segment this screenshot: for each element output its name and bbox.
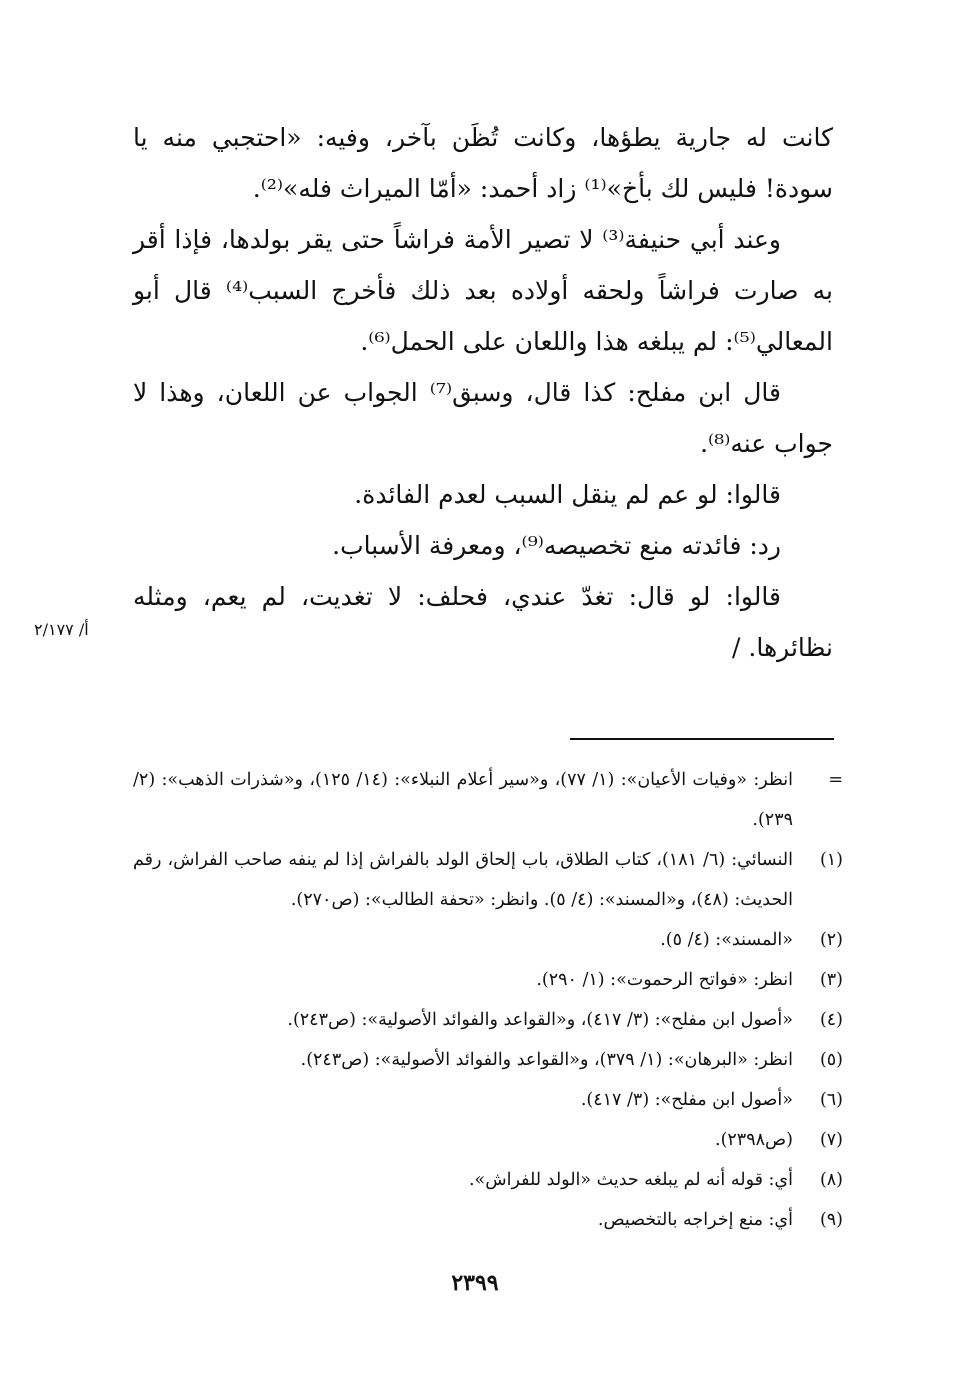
footnote-text: انظر: «وفيات الأعيان»: (١/ ٧٧)، و«سير أعلام النبلاء»: (١٤/ ١٢٥)، و«شذرات الذهب»: (٢/ ٢٣٩). (133, 770, 793, 830)
footnote-9 (133, 1200, 843, 1240)
footnote-8 (133, 1160, 843, 1200)
footnote-number: (٣) (819, 970, 843, 990)
footnote-text: النسائي: (٦/ ١٨١)، كتاب الطلاق، باب إلحاق الولد بالفراش إذا لم ينفه صاحب الفراش، رقم الحديث: (٤٨)، و«المسند»: (٤/ ٥). وانظر: «تحفة الطالب»: (ص٢٧٠). (133, 850, 793, 910)
footnote-number: = (828, 770, 843, 790)
page-number: ٢٣٩٩ (451, 1270, 499, 1296)
paragraph-1: كانت له جارية يطؤها، وكانت تُظَن بآخر، وفيه: «احتجبي منه يا سودة! فليس لك بأخ»⁽¹⁾ زاد أحمد: «أمّا الميراث فله»⁽²⁾. (133, 123, 833, 203)
footnote-1 (133, 840, 843, 920)
paragraph-3: قال ابن مفلح: كذا قال، وسبق⁽⁷⁾ الجواب عن اللعان، وهذا لا جواب عنه⁽⁸⁾. (133, 378, 833, 458)
footnote-3 (133, 960, 843, 1000)
footnote-number: (٧) (819, 1130, 843, 1150)
main-text-body (133, 112, 833, 673)
footnote-text: (ص٢٣٩٨). (715, 1130, 793, 1150)
footnote-text: أي: منع إخراجه بالتخصيص. (597, 1210, 793, 1230)
footnote-number: (٤) (819, 1010, 843, 1030)
footnote-number: (٥) (819, 1050, 843, 1070)
footnote-number: (٦) (819, 1090, 843, 1110)
footnote-text: انظر: «البرهان»: (١/ ٣٧٩)، و«القواعد والفوائد الأصولية»: (ص٢٤٣). (300, 1050, 793, 1070)
footnote-7 (133, 1120, 843, 1160)
paragraph-6: قالوا: لو قال: تغدّ عندي، فحلف: لا تغديت، لم يعم، ومثله نظائرها. / (133, 582, 833, 662)
footnote-continuation (133, 760, 843, 840)
footnote-text: انظر: «فواتح الرحموت»: (١/ ٢٩٠). (536, 970, 793, 990)
footnote-text: أي: قوله أنه لم يبلغه حديث «الولد للفراش». (468, 1170, 793, 1190)
footnote-text: «أصول ابن مفلح»: (٣/ ٤١٧). (580, 1090, 793, 1110)
paragraph-5: رد: فائدته منع تخصيصه⁽⁹⁾، ومعرفة الأسباب. (332, 531, 781, 560)
footnote-number: (٢) (819, 930, 843, 950)
footnote-6 (133, 1080, 843, 1120)
paragraph-2: وعند أبي حنيفة⁽³⁾ لا تصير الأمة فراشاً حتى يقر بولدها، فإذا أقر به صارت فراشاً ولحقه أولاده بعد ذلك فأخرج السبب⁽⁴⁾ قال أبو المعالي⁽⁵⁾: لم يبلغه هذا واللعان على الحمل⁽⁶⁾. (133, 225, 833, 356)
footnotes-section (133, 760, 843, 1240)
footnote-text: «أصول ابن مفلح»: (٣/ ٤١٧)، و«القواعد والفوائد الأصولية»: (ص٢٤٣). (287, 1010, 793, 1030)
footnote-separator (570, 738, 834, 740)
footnote-2 (133, 920, 843, 960)
footnote-text: «المسند»: (٤/ ٥). (660, 930, 793, 950)
paragraph-4: قالوا: لو عم لم ينقل السبب لعدم الفائدة. (354, 480, 781, 509)
footnote-number: (٨) (819, 1170, 843, 1190)
footnote-number: (٩) (819, 1210, 843, 1230)
footnote-4 (133, 1000, 843, 1040)
footnote-5 (133, 1040, 843, 1080)
footnote-number: (١) (819, 850, 843, 870)
manuscript-folio-note: أ/ ٢/١٧٧ (34, 620, 89, 639)
